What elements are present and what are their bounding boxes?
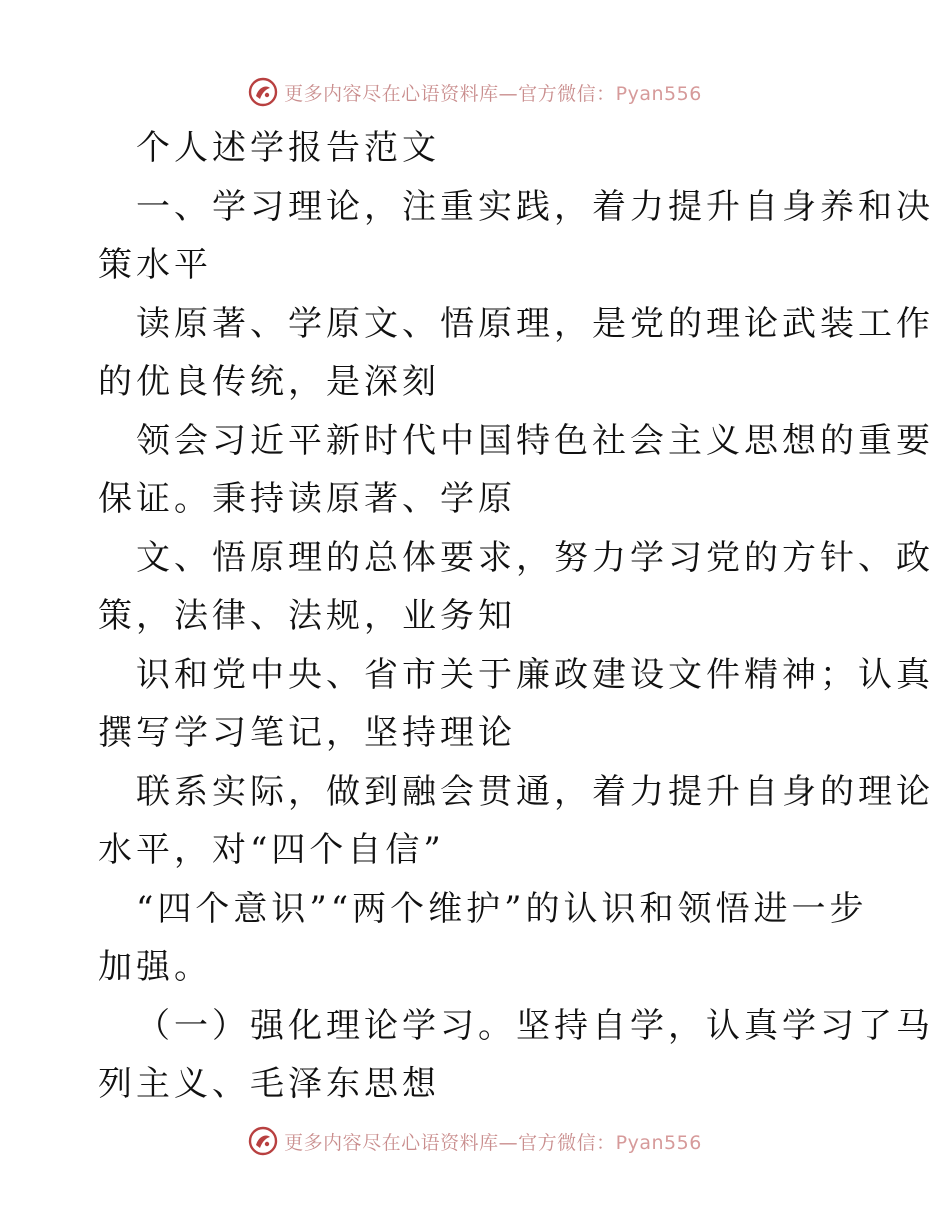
- text-line: 策，法律、法规，业务知: [98, 596, 516, 636]
- document-title: 个人述学报告范文: [136, 128, 440, 168]
- seal-logo-icon: [248, 1126, 278, 1156]
- seal-logo-icon: [248, 77, 278, 107]
- watermark-text: 更多内容尽在心语资料库—官方微信：Pyan556: [284, 1131, 702, 1154]
- header-watermark: [0, 72, 950, 112]
- text-line: “四个意识”“两个维护”的认识和领悟进一步: [136, 888, 868, 929]
- document-body: [98, 119, 934, 1114]
- text-line: 策水平: [98, 245, 212, 285]
- text-line: 识和党中央、省市关于廉政建设文件精神；认真: [136, 654, 934, 695]
- footer-watermark: [0, 1121, 950, 1161]
- text-line: 的优良传统，是深刻: [98, 362, 440, 402]
- text-line: 撰写学习笔记，坚持理论: [98, 713, 516, 753]
- watermark-text: 更多内容尽在心语资料库—官方微信：Pyan556: [284, 82, 702, 105]
- text-line: 领会习近平新时代中国特色社会主义思想的重要: [136, 420, 934, 461]
- text-line: 加强。: [98, 947, 212, 987]
- text-line: 文、悟原理的总体要求，努力学习党的方针、政: [136, 537, 934, 578]
- text-line: 列主义、毛泽东思想: [98, 1064, 440, 1104]
- text-line: 保证。秉持读原著、学原: [98, 479, 516, 519]
- text-line: 读原著、学原文、悟原理，是党的理论武装工作: [136, 303, 934, 344]
- text-line: （一）强化理论学习。坚持自学，认真学习了马: [136, 1005, 934, 1046]
- text-line: 水平，对“四个自信”: [98, 830, 445, 870]
- text-line: 联系实际，做到融会贯通，着力提升自身的理论: [136, 771, 934, 812]
- text-line: 一、学习理论，注重实践，着力提升自身养和决: [136, 186, 934, 227]
